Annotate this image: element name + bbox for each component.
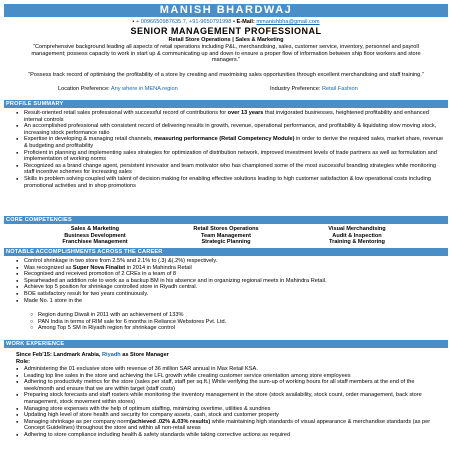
candidate-name: MANISH BHARDWAJ bbox=[159, 4, 293, 16]
list-item bbox=[16, 265, 444, 272]
role-label: Role: bbox=[16, 359, 30, 365]
section-work-experience: WORK EXPERIENCE bbox=[4, 340, 448, 348]
phone-number: + 0096650987635 7, +91-9650791998 bbox=[135, 19, 232, 25]
job-location: Riyadh bbox=[102, 352, 121, 358]
circle-bullet-icon: ○ bbox=[30, 325, 34, 332]
circle-bullet-icon: ○ bbox=[30, 318, 34, 325]
list-item: ● Spearheaded an addition role to work as a backup BM in his absence and in organizing regional meets in Mahindra Retail. bbox=[16, 278, 444, 285]
name-banner bbox=[4, 4, 448, 17]
profile-summary-list bbox=[16, 110, 444, 189]
list-item: ● Preparing stock forecasts and staff rosters while monitoring the inventory management in the store (stock availability, stock count, order management, back store management, stock movement within stores) bbox=[16, 392, 444, 405]
accomplishments-sublist bbox=[16, 312, 444, 332]
list-item: ● Administering the 01 exclusive store with revenue of 36 million SAR annual in Max Retail KSA. bbox=[16, 366, 444, 373]
phone-bullet: • bbox=[132, 19, 136, 25]
competency-item: Strategic Planning bbox=[201, 239, 251, 246]
list-item: ● Adhering to productivity metrics for the store (sales per staff, staff per sq.ft.) While verifying the sum-up of working hours for all staff members at the end of the week/month and ensure that we are within target (staff costs) bbox=[16, 379, 444, 392]
list-item bbox=[16, 419, 444, 432]
list-item: ● Updating high level of store health and security for company assets, cash, stock and customer property bbox=[16, 412, 444, 419]
industry-label: Industry Preference: bbox=[270, 86, 321, 92]
profile-item-text: Result-oriented retail sales professional with successful record of contributions for over 13 years that invigorated businesses, heightened profitability and enhanced internal controls bbox=[24, 110, 429, 123]
job-period: Since Feb'15: Landmark Arabia, bbox=[16, 352, 101, 358]
professional-title: SENIOR MANAGEMENT PROFESSIONAL bbox=[130, 26, 322, 36]
sublist-item bbox=[16, 325, 444, 332]
circle-bullet-icon: ○ bbox=[30, 312, 34, 318]
competency-item: Audit & Inspection bbox=[332, 232, 382, 239]
list-item: ● Recognised and received promotion of 2 CREs in a team of 8 bbox=[16, 271, 444, 278]
accomplishments-list bbox=[16, 258, 444, 304]
competency-item: Visual Merchandising bbox=[328, 226, 386, 232]
list-item: ● Made No. 1 store in the bbox=[16, 298, 444, 305]
work-experience-list bbox=[16, 366, 444, 439]
list-item: ● BOE satisfactory result for two years continuously. bbox=[16, 291, 444, 298]
section-profile-summary: PROFILE SUMMARY bbox=[4, 100, 448, 108]
list-item: ● Skills in problem solving coupled with talent of decision making for enabling effective solutions leading to high customer satisfaction & low operational costs including promotional activities and in shop promotions bbox=[16, 176, 444, 189]
list-item: ● Achieve top 5 position for shrinkage controlled store in Riyadh central. bbox=[16, 284, 444, 291]
list-item: ● Managing store expenses with the help of optimum staffing, minimizing overtime, utilities & sundries bbox=[16, 406, 444, 413]
list-item bbox=[16, 136, 444, 149]
list-item: ● Adhering to store compliance including health & safety standards while taking corrective actions as required bbox=[16, 432, 444, 439]
sublist-item bbox=[16, 319, 444, 326]
list-item: ● Recognized as a brand change agent, persistent innovator and team motivator who has championed some of the most successful branding strategies while monitoring staff incentive schemes for increasing sales bbox=[16, 163, 444, 176]
list-item: ● Proficient in planning and implementing sales strategies for optimization of distribution network, improved investment levels of trade partners as well as formulation and implementation of working norms bbox=[16, 150, 444, 163]
list-item: ● An accomplished professional with consistent record of delivering results in growth, revenue, operational performance, and profitability & liquidating slow moving stock, increasing stock performance ratio bbox=[16, 123, 444, 136]
competencies-column-1 bbox=[20, 226, 170, 246]
competency-item: Sales & Marketing bbox=[70, 226, 120, 232]
summary-quote: “Comprehensive background leading all aspects of retail operations including P&L, merchandising, sales, customer service, inventory, personnel and payroll management; possess capacity to work in start up & communicating up and down to ensure a proper flow of information between ship floor workers and store managers.” bbox=[31, 44, 421, 64]
competency-item: Retail Stores Operations bbox=[193, 226, 259, 232]
job-header bbox=[16, 352, 169, 359]
industry-preference bbox=[270, 86, 358, 93]
contact-line bbox=[0, 19, 452, 26]
section-core-competencies: CORE COMPETENCIES bbox=[4, 216, 448, 224]
accomplishment-text: Was recognized as Super Nova Finalist in 2014 in Mahindra Retail bbox=[24, 264, 192, 271]
job-position: as Store Manager bbox=[122, 352, 169, 358]
competency-item: Training & Mentoring bbox=[329, 239, 385, 246]
sublist-item bbox=[16, 312, 444, 319]
section-notable-accomplishments: NOTABLE ACCOMPLISHMENTS ACROSS THE CAREER bbox=[4, 248, 448, 256]
profile-item-text: Expertise in developing & managing retail channels, measuring performance (Retail Competency Module) in order to derive the required sales, market share, revenue & budgeting and profitability bbox=[24, 136, 444, 149]
industry-value: Retail Fashion bbox=[321, 86, 358, 92]
sublist-text: Region during Diwali in 2011 with an achievement of 133% bbox=[38, 312, 184, 318]
competency-item: Team Management bbox=[201, 232, 251, 239]
sublist-text: Among Top 5 SM in Riyadh region for shrinkage control bbox=[38, 325, 176, 332]
experience-item-text: Managing shrinkage as per company norm(achieved .02% &.03% results) while maintaining high standards of visual appearance & merchandise standards (as per Concept Guidelines) throughout the store and within all non-retail areas bbox=[24, 418, 431, 432]
competency-item: Business Development bbox=[64, 232, 126, 239]
list-item: ● Control shrinkage in two store from 2.5% and 2.1% to (.3) &(.2%) respectively. bbox=[16, 258, 444, 265]
email-label: E-Mail: bbox=[236, 19, 255, 25]
list-item bbox=[16, 110, 444, 123]
list-item: ● Leading top line sales in the store and achieving the LFL growth while creating customer service orientation among store employees bbox=[16, 373, 444, 380]
location-label: Location Preference: bbox=[58, 86, 110, 92]
location-value: Any where in MENA region bbox=[110, 86, 178, 92]
competencies-column-3 bbox=[282, 226, 432, 246]
location-preference bbox=[58, 86, 178, 93]
competencies-column-2 bbox=[151, 226, 301, 246]
profitability-quote: “Possess track record of optimising the profitability of a store by creating and maximising sales opportunities through excellent merchandising and staff training.” bbox=[28, 72, 424, 78]
sublist-text: PAN India in terms of RIM sale for 6 months in Reliance Webstores Pvt. Ltd. bbox=[38, 318, 227, 325]
professional-subtitle: Retail Store Operations | Sales & Marketing bbox=[168, 37, 284, 43]
email-link[interactable]: mmanishbha@gmail.com bbox=[256, 19, 320, 25]
competency-item: Franchisee Management bbox=[62, 239, 128, 246]
contact-separator: • bbox=[231, 19, 237, 25]
